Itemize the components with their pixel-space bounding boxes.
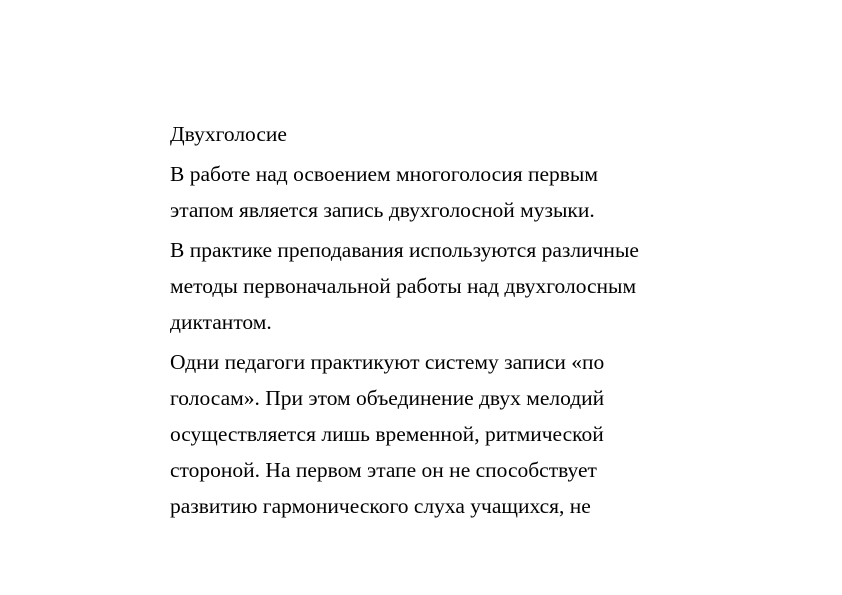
paragraph-line: В работе над освоением многоголосия первым bbox=[170, 162, 598, 186]
paragraph-line: методы первоначальной работы над двухголосным bbox=[170, 274, 637, 298]
paragraph-line: диктантом. bbox=[170, 310, 272, 334]
paragraph-line: развитию гармонического слуха учащихся, не bbox=[170, 494, 591, 518]
paragraph-line: этапом является запись двухголосной музыки. bbox=[170, 198, 595, 222]
paragraph-line: В практике преподавания используются различные bbox=[170, 238, 639, 262]
document-body bbox=[170, 116, 710, 524]
paragraph-3 bbox=[170, 344, 710, 524]
paragraph-1 bbox=[170, 156, 710, 228]
paragraph-line: стороной. На первом этапе он не способствует bbox=[170, 458, 597, 482]
paragraph-line: осуществляется лишь временной, ритмической bbox=[170, 422, 604, 446]
document-heading: Двухголосие bbox=[170, 122, 287, 146]
paragraph-line: Одни педагоги практикуют систему записи «по bbox=[170, 350, 605, 374]
paragraph-2 bbox=[170, 232, 710, 340]
paragraph-line: голосам». При этом объединение двух мелодий bbox=[170, 386, 605, 410]
